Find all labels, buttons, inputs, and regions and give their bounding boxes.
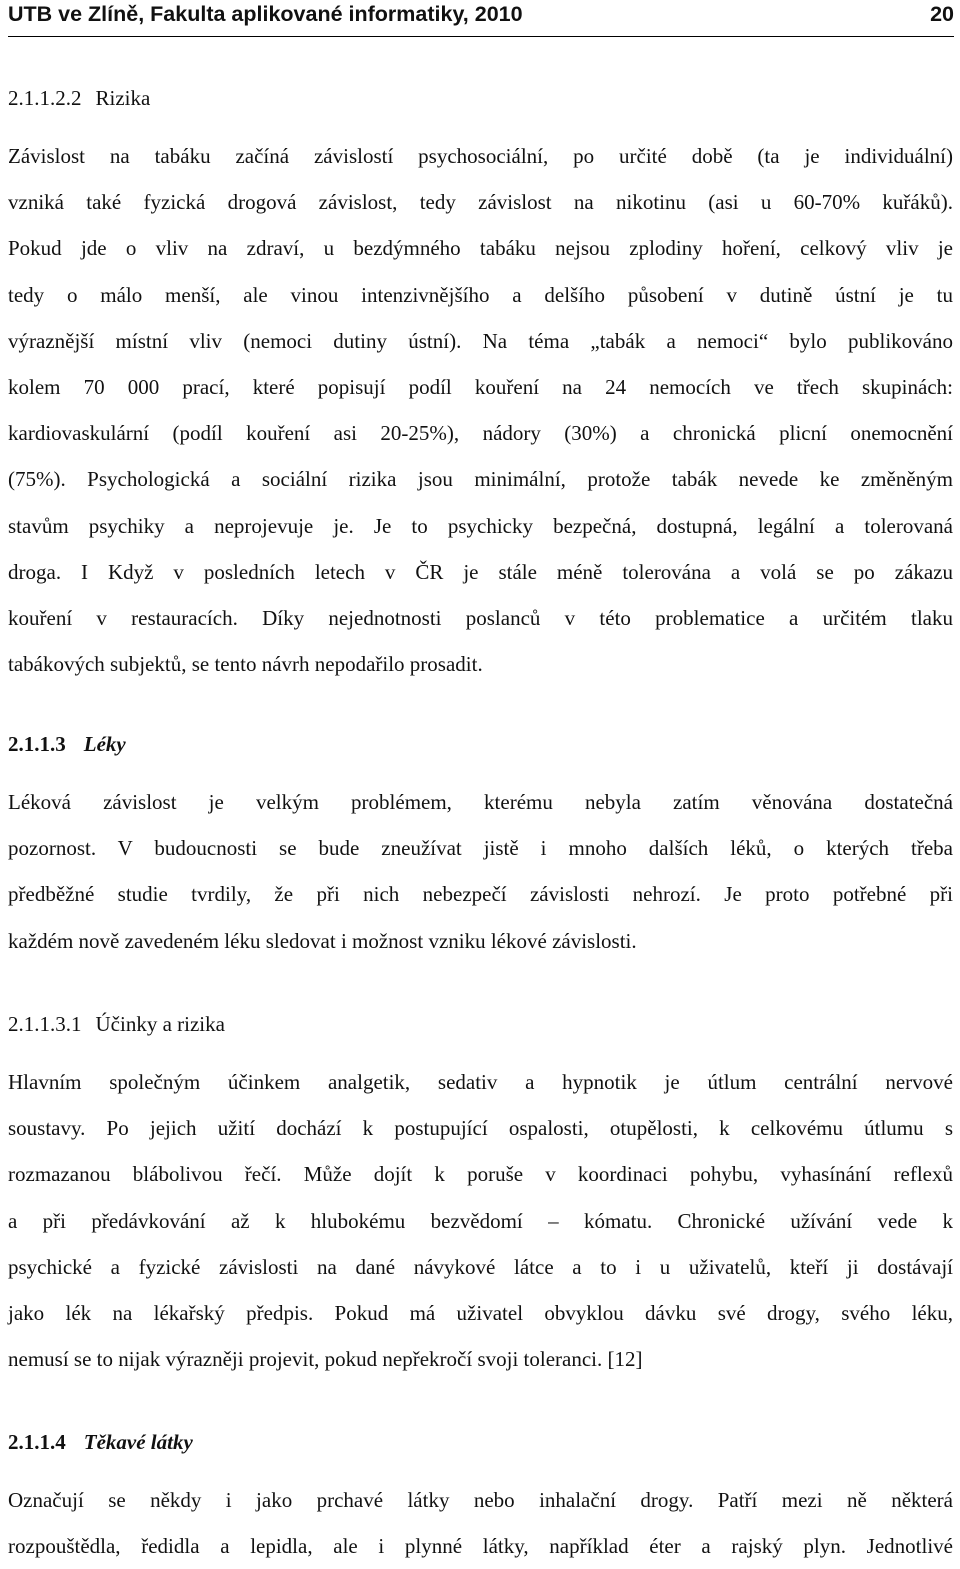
text-line: rozpouštědla, ředidla a lepidla, ale i plynné látky, například éter a rajský plyn. Jednotlivé — [8, 1534, 953, 1559]
paragraph-tekave-latky — [8, 1477, 953, 1569]
heading-number: 2.1.1.3.1 — [8, 1012, 82, 1036]
section-heading-leky — [8, 730, 126, 758]
text-line: Hlavním společným účinkem analgetik, sedativ a hypnotik je útlum centrální nervové — [8, 1070, 953, 1094]
text-line: předběžné studie tvrdily, že při nich nebezpečí závislosti nehrozí. Je proto potřebné při — [8, 882, 953, 907]
text-line: jako lék na lékařský předpis. Pokud má uživatel obvyklou dávku své drogy, svého léku, — [8, 1300, 953, 1325]
heading-title: Těkavé látky — [83, 1430, 193, 1454]
text-line: každém nově zavedeném léku sledovat i možnost vzniku lékové závislosti. — [8, 928, 637, 953]
text-line: nemusí se to nijak výrazněji projevit, pokud nepřekročí svoji toleranci. [12] — [8, 1347, 643, 1372]
paragraph-ucinky-a-rizika — [8, 1059, 953, 1382]
section-heading-tekave-latky — [8, 1428, 193, 1456]
text-line: tabákových subjektů, se tento návrh nepodařilo prosadit. — [8, 652, 483, 677]
text-line: (75%). Psychologická a sociální rizika jsou minimální, protože tabák nevede ke změněným — [8, 467, 953, 492]
text-line: kouření v restauracích. Díky nejednotnosti poslanců v této problematice a určitém tlaku — [8, 605, 953, 630]
paragraph-leky — [8, 779, 953, 964]
text-line: tedy o málo menší, ale vinou intenzivnějšího a delšího působení v dutině ústní je tu — [8, 282, 953, 307]
text-line: výraznější místní vliv (nemoci dutiny ústní). Na téma „tabák a nemoci“ bylo publikováno — [8, 328, 953, 353]
paragraph-rizika — [8, 133, 953, 687]
heading-number: 2.1.1.4 — [8, 1430, 66, 1454]
text-line: Závislost na tabáku začíná závislostí psychosociální, po určité době (ta je individuální) — [8, 144, 953, 168]
text-line: soustavy. Po jejich užití dochází k postupující ospalosti, otupělosti, k celkovému útlumu s — [8, 1116, 953, 1141]
text-line: Pokud jde o vliv na zdraví, u bezdýmného tabáku nejsou zplodiny hoření, celkový vliv je — [8, 236, 953, 261]
text-line: droga. I Když v posledních letech v ČR je stále méně tolerována a volá se po zákazu — [8, 559, 953, 584]
text-line: rozmazanou blábolivou řečí. Může dojít k poruše v koordinaci pohybu, vyhasínání reflexů — [8, 1162, 953, 1187]
heading-title: Účinky a rizika — [95, 1012, 225, 1036]
text-line: Léková závislost je velkým problémem, kterému nebyla zatím věnována dostatečná — [8, 790, 953, 814]
running-header — [8, 0, 954, 37]
running-header-title: UTB ve Zlíně, Fakulta aplikované informatiky, 2010 — [8, 2, 523, 26]
text-line: kolem 70 000 prací, které popisují podíl kouření na 24 nemocích ve třech skupinách: — [8, 374, 953, 399]
text-line: stavům psychiky a neprojevuje je. Je to psychicky bezpečná, dostupná, legální a tolerovaná — [8, 513, 953, 538]
text-line: pozornost. V budoucnosti se bude zneužívat jistě i mnoho dalších léků, o kterých třeba — [8, 836, 953, 861]
heading-number: 2.1.1.2.2 — [8, 86, 82, 110]
text-line: psychické a fyzické závislosti na dané návykové látce a to i u uživatelů, kteří ji dostávají — [8, 1254, 953, 1279]
section-heading-ucinky-a-rizika — [8, 1010, 225, 1038]
heading-title: Rizika — [95, 86, 151, 110]
text-line: kardiovaskulární (podíl kouření asi 20-25%), nádory (30%) a chronická plicní onemocnění — [8, 421, 953, 446]
text-line: vzniká také fyzická drogová závislost, tedy závislost na nikotinu (asi u 60-70% kuřáků). — [8, 190, 953, 215]
text-line: a při předávkování až k hlubokému bezvědomí – kómatu. Chronické užívání vede k — [8, 1208, 953, 1233]
section-heading-rizika — [8, 84, 150, 112]
page-number: 20 — [930, 2, 954, 26]
text-line: Označují se někdy i jako prchavé látky nebo inhalační drogy. Patří mezi ně některá — [8, 1488, 953, 1512]
heading-title: Léky — [83, 732, 126, 756]
heading-number: 2.1.1.3 — [8, 732, 66, 756]
